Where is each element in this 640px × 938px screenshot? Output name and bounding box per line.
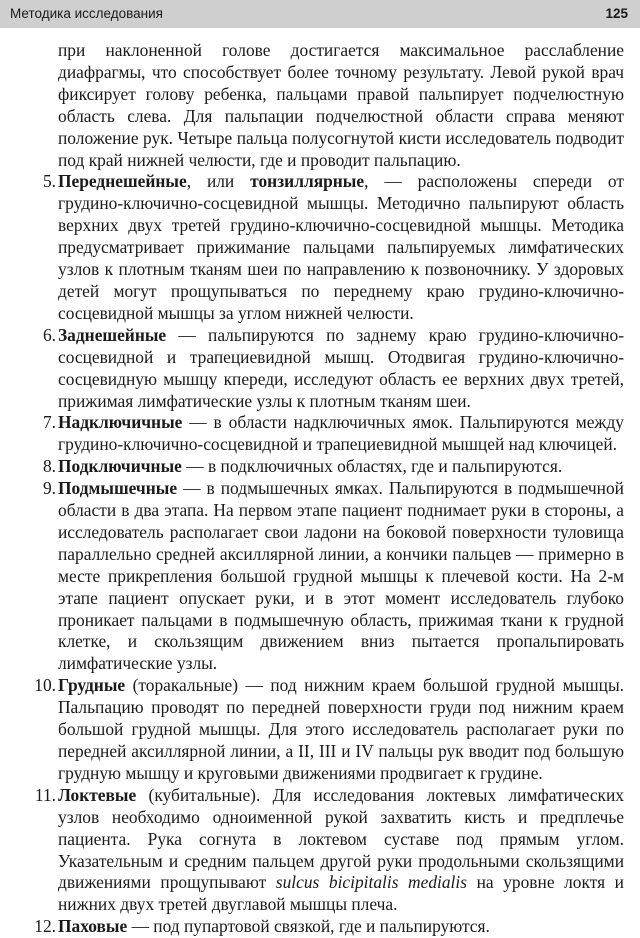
running-title: Методика исследования [10,6,163,21]
item-text: — пальпируются по заднему краю грудино-ключично-сосцевидной и трапециевидной мышц. Отодвигая грудино-ключично-сосцевидную мышцу кпереди, исследуют область ее верхних двух третей, прижимая лимфатические узлы к плотным тканям шеи. [58,324,624,411]
item-number: 5. [42,171,56,192]
item-term: Локтевые [58,784,137,805]
item-text: — в области надключичных ямок. Пальпируются между грудино-ключично-сосцевидной и трапециевидной мышцей над ключицей. [58,412,624,455]
list-item [34,675,624,785]
latin-term: sulcus bicipitalis medialis [275,872,467,893]
item-text-end: на уровне локтя и нижних двух третей двуглавой мышцы плеча. [58,872,624,915]
item-term: Переднешейные [58,171,187,192]
item-term: Заднешейные [58,324,167,345]
item-number: 12. [34,916,56,937]
page-body [0,40,640,938]
page-header [0,0,640,28]
item-term-alt: тонзиллярные [250,171,365,192]
item-number: 6. [42,324,56,345]
list-item [42,324,624,413]
item-term: Паховые [58,916,128,937]
list-item [42,478,624,675]
item-number: 9. [42,478,56,499]
list-item [34,916,624,938]
list-item [42,456,624,478]
item-text: — в подмышечных ямках. Пальпируются в подмышечной области в два этапа. На первом этапе пациент поднимает руки в стороны, а исследователь располагает свои ладони на боковой поверхности туловища параллельно средней аксиллярной линии, а кончики пальцев — примерно в месте прикрепления большой грудной мышцы к плечевой кости. На 2-м этапе пациент опускает руки, и в этот момент исследователь глубоко проникает пальцами в подмышечную область, прижимая ткани к грудной клетке, и скользящим движением вниз пытается пропальпировать лимфатические узлы. [58,478,624,674]
item-number: 10. [34,675,56,696]
item-text: (торакальные) — под нижним краем большой грудной мышцы. Пальпацию проводят по передней поверхности груди под нижним краем большой грудной мышцы. Для этого исследователь располагает руки по передней аксиллярной линии, а II, III и IV пальцы рук вводит под большую грудную мышцу и круговыми движениями продвигает к грудине. [58,675,624,783]
item-text: — в подключичных областях, где и пальпируются. [181,456,563,477]
list-item: 5. Переднешейные, или тонзиллярные, — расположены спереди от грудино-ключично-сосцевидной мышцы. Методично пальпируют область верхних двух третей грудино-ключично-сосцевидной мышцы. Методика предусматривает прижимание пальцами пальпируемых лимфатических узлов к плотным тканям шеи по направлению к позвоночнику. У здоровых детей могут прощупываться по переднему краю грудино-ключично-сосцевидной мышцы за углом нижней челюсти. [58,171,624,324]
item-term: Грудные [58,675,126,696]
intro-paragraph: при наклоненной голове достигается максимальное расслабление диафрагмы, что способствует более точному результату. Левой рукой врач фиксирует голову ребенка, пальцами правой пальпирует подчелюстную область слева. Для пальпации подчелюстной области справа меняют положение рук. Четыре пальца полусогнутой кисти исследователь подводит под край нижней челюсти, где и проводит пальпацию. [58,40,624,170]
item-term: Надключичные [58,412,183,433]
page-number: 125 [605,6,628,21]
item-number: 11. [34,784,56,805]
list-item [42,412,624,456]
item-number: 7. [42,412,56,433]
item-term: Подключичные [58,456,182,477]
list-item [34,784,624,916]
item-text: (кубитальные). Для исследования локтевых лимфатических узлов необходимо одноименной рукой захватить кисть и предплечье пациента. Рука согнута в локтевом суставе под прямым углом. Указательным и средним пальцем другой руки продольными скользящими движениями прощупывают [58,784,624,893]
item-text: — под пупартовой связкой, где и пальпируются. [127,916,490,937]
item-number: 8. [42,456,56,477]
item-term: Подмышечные [58,478,178,499]
item-text: , — расположены спереди от грудино-ключично-сосцевидной мышцы. Методично пальпируют область верхних двух третей грудино-ключично-сосцевидной мышцы. Методика предусматривает прижимание пальцами пальпируемых лимфатических узлов к плотным тканям шеи по направлению к позвоночнику. У здоровых детей могут прощупываться по переднему краю грудино-ключично-сосцевидной мышцы за углом нижней челюсти. [58,171,624,323]
